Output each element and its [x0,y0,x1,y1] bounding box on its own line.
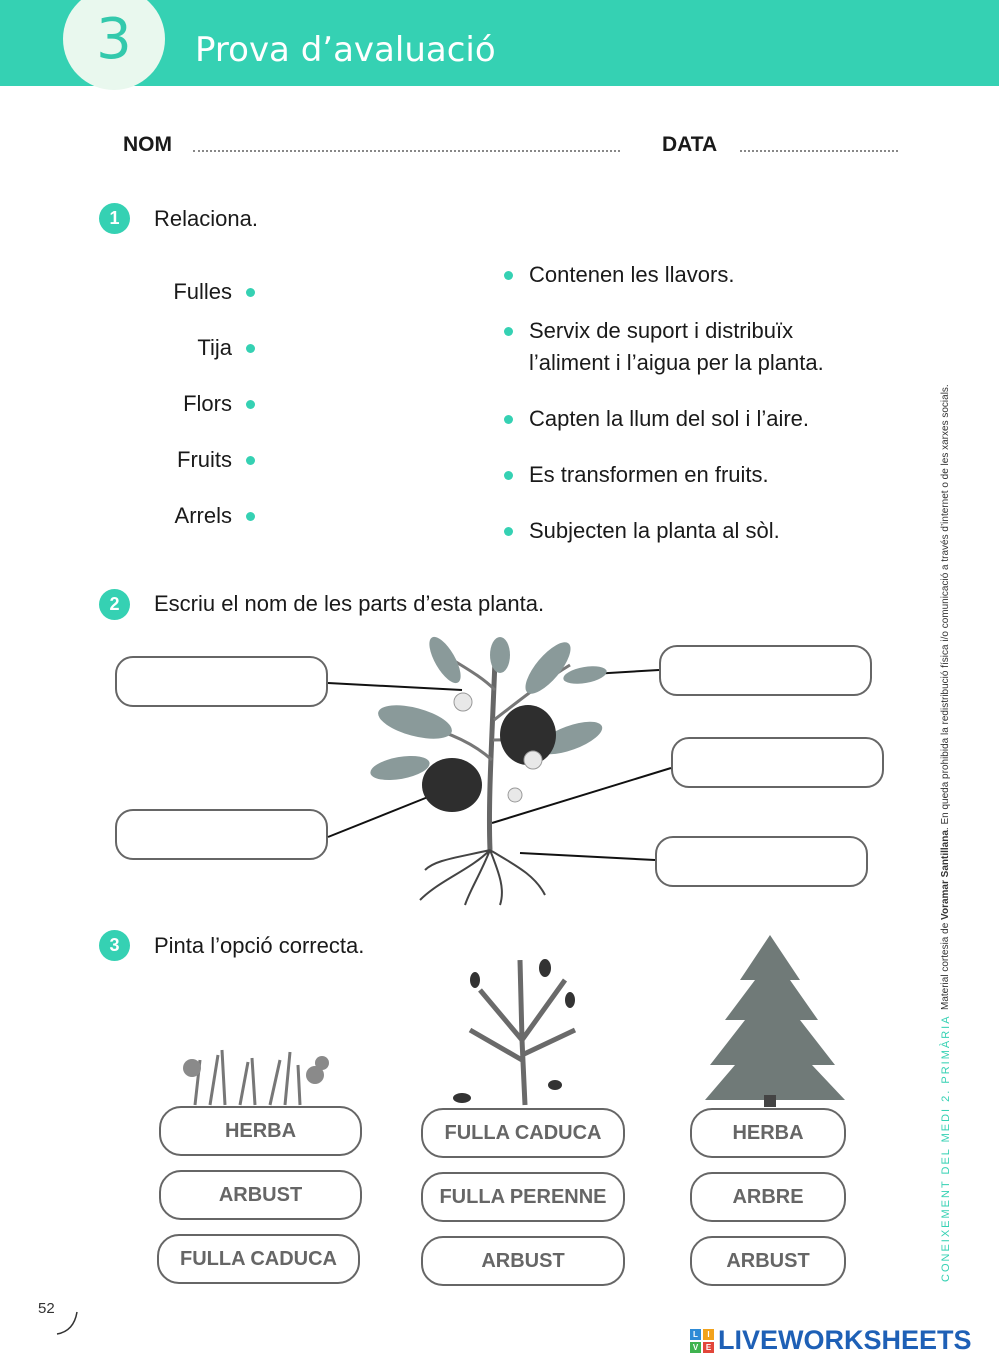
match-left-item: Flors [183,391,232,416]
question-2-instruction: Escriu el nom de les parts d’esta planta. [154,591,545,616]
option-button[interactable]: HERBA [159,1106,362,1156]
option-button[interactable]: HERBA [690,1108,846,1158]
match-right-item: Servix de suport i distribuïx l’aliment i l’aigua per la planta. [529,318,824,375]
page-title: Prova d’avaluació [195,30,496,70]
leaf-icon [490,637,510,673]
liveworksheets-logo[interactable] [690,1325,972,1356]
match-right-item: Contenen les llavors. [529,262,735,287]
logo-squares-icon [690,1329,714,1353]
bare-tree-icon [453,959,575,1105]
course-label: CONEIXEMENT DEL MEDI 2. PRIMÀRIA [940,1014,952,1282]
option-button[interactable]: ARBRE [690,1172,846,1222]
flower-icon [454,693,472,711]
question-1-number: 1 [99,203,130,234]
roots-icon [420,850,545,905]
name-label: NOM [123,133,172,156]
leaf-icon [375,699,456,746]
match-right-item: Subjecten la planta al sòl. [529,518,780,543]
match-left-item: Fruits [177,447,232,472]
logo-text: LIVEWORKSHEETS [718,1325,972,1355]
flower-icon [524,751,542,769]
option-button[interactable]: FULLA CADUCA [421,1108,625,1158]
question-2-number: 2 [99,589,130,620]
option-button[interactable]: ARBUST [690,1236,846,1286]
option-button[interactable]: ARBUST [159,1170,362,1220]
question-3-instruction: Pinta l’opció correcta. [154,933,365,958]
match-left-item: Fulles [173,279,232,304]
logo-letter: V [690,1342,701,1353]
copyright-note [940,310,951,1010]
match-left-item: Arrels [174,503,232,528]
leader-line [520,853,655,860]
copyright-suffix: . En queda prohibida la redistribució física i/o comunicació a través d’internet o de les xarxes socials. [940,384,951,831]
leader-line [328,797,428,837]
question-3-number: 3 [99,930,130,961]
option-button[interactable]: FULLA CADUCA [157,1234,360,1284]
logo-letter: I [703,1329,714,1340]
match-right-item: Es transformen en fruits. [529,462,769,487]
pepper-fruit-icon [422,758,482,812]
page-corner-icon [55,1310,81,1338]
publisher-name: Voramar Santillana [940,830,951,920]
flower-icon [508,788,522,802]
unit-number: 3 [96,6,132,72]
leaf-icon [369,752,432,784]
option-button[interactable]: FULLA PERENNE [421,1172,625,1222]
option-button[interactable]: ARBUST [421,1236,625,1286]
page-number: 52 [38,1300,55,1317]
leaf-icon [518,636,578,700]
logo-letter: E [703,1342,714,1353]
match-right-item: Capten la llum del sol i l’aire. [529,406,810,431]
grass-icon [183,1050,329,1105]
leader-line [328,683,462,690]
leaf-icon [423,632,466,687]
fir-tree-icon [705,935,845,1107]
question-1-instruction: Relaciona. [154,206,258,231]
date-label: DATA [662,133,718,156]
logo-letter: L [690,1329,701,1340]
copyright-prefix: Material cortesia de [940,919,951,1010]
match-left-item: Tija [197,335,232,360]
